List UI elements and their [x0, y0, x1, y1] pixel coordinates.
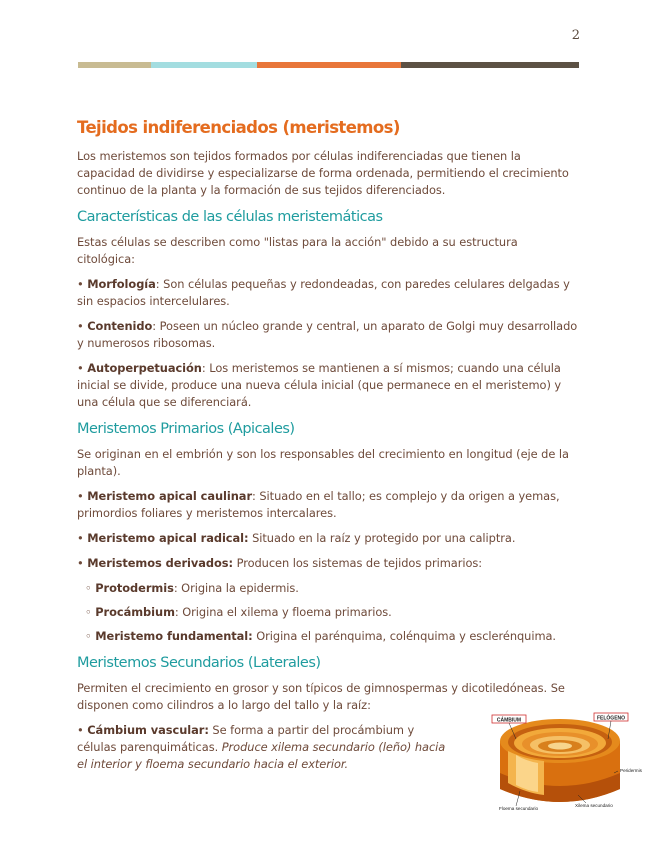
item-term: Meristemo fundamental:: [95, 629, 253, 643]
item-text: : Origina la epidermis.: [173, 581, 299, 595]
item-italic-text: Produce xilema secundario (leño) hacia el interior y floema secundario hacia el exterior.: [77, 740, 446, 771]
felogeno-label: FELÓGENO: [596, 715, 626, 722]
list-item: [77, 488, 579, 522]
item-text: Se forma a partir del procámbium y células parenquimáticas.: [77, 723, 415, 754]
bullet: •: [77, 489, 84, 503]
color-bar-segment-4: [401, 62, 579, 68]
xilema-label: Xilema secundario: [575, 803, 613, 808]
item-text: : Son células pequeñas y redondeadas, con paredes celulares delgadas y sin espacios intercelulares.: [77, 277, 570, 308]
section-heading-primarios: Meristemos Primarios (Apicales): [77, 421, 295, 437]
item-text: Situado en la raíz y protegido por una caliptra.: [248, 531, 516, 545]
peridermis-label: Peridermis: [620, 768, 642, 773]
item-term: Meristemos derivados:: [87, 556, 233, 570]
section-lead: Se originan en el embrión y son los responsables del crecimiento en longitud (eje de la planta).: [77, 447, 569, 478]
item-text: Producen los sistemas de tejidos primarios:: [233, 556, 483, 570]
item-text: Origina el parénquima, colénquima y esclerénquima.: [252, 629, 556, 643]
bullet: •: [77, 319, 84, 333]
list-item: [77, 555, 579, 572]
section-heading-secundarios: Meristemos Secundarios (Laterales): [77, 655, 321, 671]
item-term: Autoperpetuación: [87, 361, 202, 375]
bullet: •: [77, 723, 84, 737]
sub-list-item: [77, 604, 579, 621]
cambium-label: CÁMBIUM: [496, 717, 522, 724]
sub-list-item: [77, 580, 579, 597]
item-term: Contenido: [87, 319, 153, 333]
bullet: •: [77, 556, 84, 570]
page-number: 2: [571, 28, 580, 43]
color-bar-segment-1: [78, 62, 151, 68]
list-item: [77, 318, 579, 352]
color-bar-segment-3: [257, 62, 401, 68]
sub-bullet: ◦: [85, 581, 92, 595]
item-term: Meristemo apical caulinar: [87, 489, 253, 503]
ring-core: [548, 743, 572, 750]
item-text: : Origina el xilema y floema primarios.: [174, 605, 392, 619]
list-item: [77, 722, 457, 773]
stem-cross-section-figure: [486, 711, 642, 815]
item-text: : Situado en el tallo; es complejo y da origen a yemas, primordios foliares y meristemos intercalares.: [77, 489, 560, 520]
section-lead: Estas células se describen como "listas para la acción" debido a su estructura citológica:: [77, 235, 518, 266]
item-term: Procámbium: [95, 605, 175, 619]
section-lead: Permiten el crecimiento en grosor y son típicos de gimnospermas y dicotiledóneas. Se disponen como cilindros a lo largo del tallo y la raíz:: [77, 681, 565, 712]
item-term: Morfología: [87, 277, 156, 291]
section-heading-caracteristicas: Características de las células meristemáticas: [77, 209, 383, 225]
item-term: Cámbium vascular:: [87, 723, 209, 737]
intro-paragraph: Los meristemos son tejidos formados por células indiferenciadas que tienen la capacidad de dividirse y especializarse de forma ordenada, permitiendo el crecimiento continuo de la planta y la formación de sus tejidos diferenciados.: [77, 149, 569, 197]
header-color-bar: [78, 62, 579, 68]
page-title: Tejidos indiferenciados (meristemos): [77, 118, 400, 137]
color-bar-segment-2: [151, 62, 257, 68]
list-item: [77, 530, 579, 547]
document-body: [77, 118, 579, 773]
floema-label: Floema secundario: [499, 806, 539, 811]
sub-bullet: ◦: [85, 605, 92, 619]
item-text: : Los meristemos se mantienen a sí mismos; cuando una célula inicial se divide, produce una nueva célula inicial (que permanece en el meristemo) y una célula que se diferenciará.: [77, 361, 562, 409]
list-item: [77, 276, 579, 310]
sub-list-item: [77, 628, 579, 645]
list-item: [77, 360, 579, 411]
item-term: Meristemo apical radical:: [87, 531, 249, 545]
item-text: : Poseen un núcleo grande y central, un aparato de Golgi muy desarrollado y numerosos ribosomas.: [77, 319, 578, 350]
sub-bullet: ◦: [85, 629, 92, 643]
bullet: •: [77, 531, 84, 545]
bullet: •: [77, 361, 84, 375]
bullet: •: [77, 277, 84, 291]
item-term: Protodermis: [95, 581, 174, 595]
